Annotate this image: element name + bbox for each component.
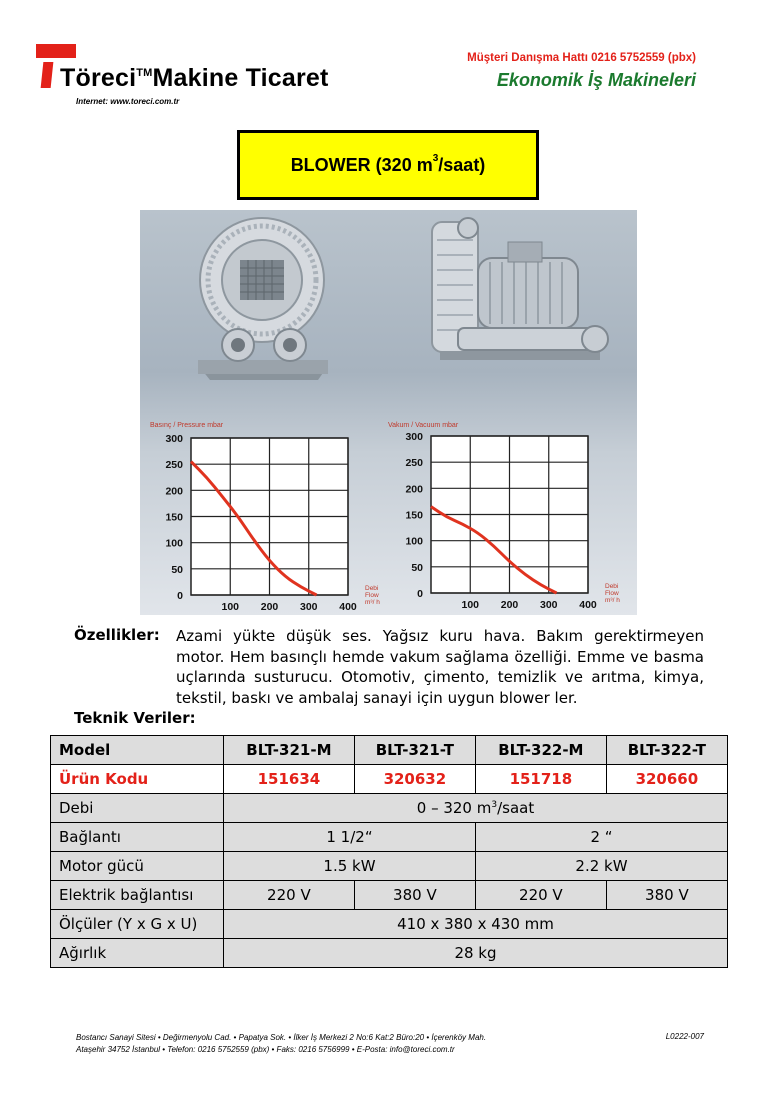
y-tick-label: 100 [165,537,183,550]
pressure-flow-label-1: Debi [365,585,379,592]
y-tick-label: 50 [171,563,183,576]
website-url[interactable]: Internet: www.toreci.com.tr [76,97,180,106]
x-tick-label: 400 [579,599,597,611]
footer-line-1: Bostancı Sanayi Sitesi • Değirmenyolu Cad. • Papatya Sok. • İlker İş Merkezi 2 No:6 Kat:2 Büro:20 • İçerenköy Mah. [76,1033,487,1042]
elektrik-label: Elektrik bağlantısı [51,881,224,910]
y-tick-label: 250 [165,459,183,472]
product-code-cell: 151634 [224,765,355,794]
y-tick-label: 0 [177,590,183,602]
product-code-label: Ürün Kodu [51,765,224,794]
company-name [60,64,329,93]
spec-table [50,735,728,968]
elektrik-cell: 220 V [224,881,355,910]
agirlik-value: 28 kg [224,939,728,968]
pressure-flow-label-3: m³/ h [365,599,380,606]
baglanti-label: Bağlantı [51,823,224,852]
trademark-mark: TM [136,67,153,79]
y-tick-label: 50 [411,561,423,574]
vacuum-x-ticks [461,599,596,611]
title-superscript: 3 [432,152,439,164]
motor-cell: 2.2 kW [475,852,727,881]
y-tick-label: 150 [165,511,183,524]
motor-label: Motor gücü [51,852,224,881]
product-code-cell: 151718 [475,765,606,794]
debi-unit: /saat [497,799,535,817]
debi-number: 0 – 320 m [416,799,492,817]
table-row-olculer [51,910,728,939]
document-code: L0222-007 [665,1032,704,1041]
model-cell: BLT-322-T [606,736,727,765]
blower-side-view [432,218,608,360]
x-tick-label: 200 [260,601,279,613]
table-row-debi [51,794,728,823]
table-row-agirlik [51,939,728,968]
pressure-x-ticks [221,601,356,613]
y-tick-label: 200 [165,485,183,498]
title-prefix: BLOWER (320 m [290,154,433,175]
x-tick-label: 100 [221,601,240,613]
y-tick-label: 150 [405,509,423,522]
tech-data-label: Teknik Veriler: [74,709,196,727]
olculer-label: Ölçüler (Y x G x U) [51,910,224,939]
y-tick-label: 300 [165,433,183,445]
y-tick-label: 200 [405,483,423,496]
slogan: Ekonomik İş Makineleri [496,70,696,90]
model-cell: BLT-321-M [224,736,355,765]
product-title [237,130,539,200]
product-illustration [140,210,637,615]
table-row-product-code [51,765,728,794]
vacuum-chart [388,422,620,611]
vacuum-flow-label-3: m³/ h [605,597,620,604]
brand-name: Töreci [60,64,137,92]
pressure-chart [150,422,380,613]
product-code-cell: 320660 [606,765,727,794]
model-cell: BLT-321-T [354,736,475,765]
elektrik-cell: 380 V [606,881,727,910]
olculer-value: 410 x 380 x 430 mm [224,910,728,939]
model-cell: BLT-322-M [475,736,606,765]
vacuum-y-ticks [405,431,423,600]
debi-value [224,794,728,823]
table-row-motor [51,852,728,881]
y-tick-label: 100 [405,535,423,548]
baglanti-cell: 2 “ [475,823,727,852]
table-row-baglanti [51,823,728,852]
model-label: Model [51,736,224,765]
pressure-y-ticks [165,433,183,602]
table-row-elektrik [51,881,728,910]
hotline: Müşteri Danışma Hattı 0216 5752559 (pbx) [467,52,696,64]
product-code-cell: 320632 [354,765,475,794]
motor-cell: 1.5 kW [224,852,476,881]
x-tick-label: 100 [461,599,480,611]
vacuum-flow-label-2: Flow [605,590,619,597]
x-tick-label: 400 [339,601,357,613]
footer-address [76,1032,486,1056]
agirlik-label: Ağırlık [51,939,224,968]
y-tick-label: 250 [405,457,423,470]
product-photo [140,210,637,615]
x-tick-label: 200 [500,599,519,611]
pressure-axis-title: Basınç / Pressure mbar [150,422,224,429]
title-suffix: /saat) [438,154,486,175]
blower-front-view [198,218,328,380]
vacuum-flow-label-1: Debi [605,583,619,590]
pressure-flow-label-2: Flow [365,592,379,599]
footer-line-2: Ataşehir 34752 İstanbul • Telefon: 0216 5752559 (pbx) • Faks: 0216 5756999 • E-Posta: info@toreci.com.tr [76,1045,455,1054]
x-tick-label: 300 [299,601,318,613]
y-tick-label: 0 [417,588,423,600]
table-row-model [51,736,728,765]
vacuum-axis-title: Vakum / Vacuum mbar [388,422,459,429]
x-tick-label: 300 [539,599,558,611]
y-tick-label: 300 [405,431,423,443]
brand-rest: Makine Ticaret [152,64,329,92]
elektrik-cell: 380 V [354,881,475,910]
debi-label: Debi [51,794,224,823]
elektrik-cell: 220 V [475,881,606,910]
features-label: Özellikler: [74,626,160,644]
debi-superscript: 3 [491,800,498,810]
features-text: Azami yükte düşük ses. Yağsız kuru hava. Bakım gerektirmeyen motor. Hem basınçlı hemde vakum sağlama özelliği. Emme ve basma uçlarında susturucu. Otomotiv, çimento, temizlik ve arıtma, kimya, tekstil, baskı ve ambalaj sanayi için uygun blower ler. [176,627,704,707]
baglanti-cell: 1 1/2“ [224,823,476,852]
